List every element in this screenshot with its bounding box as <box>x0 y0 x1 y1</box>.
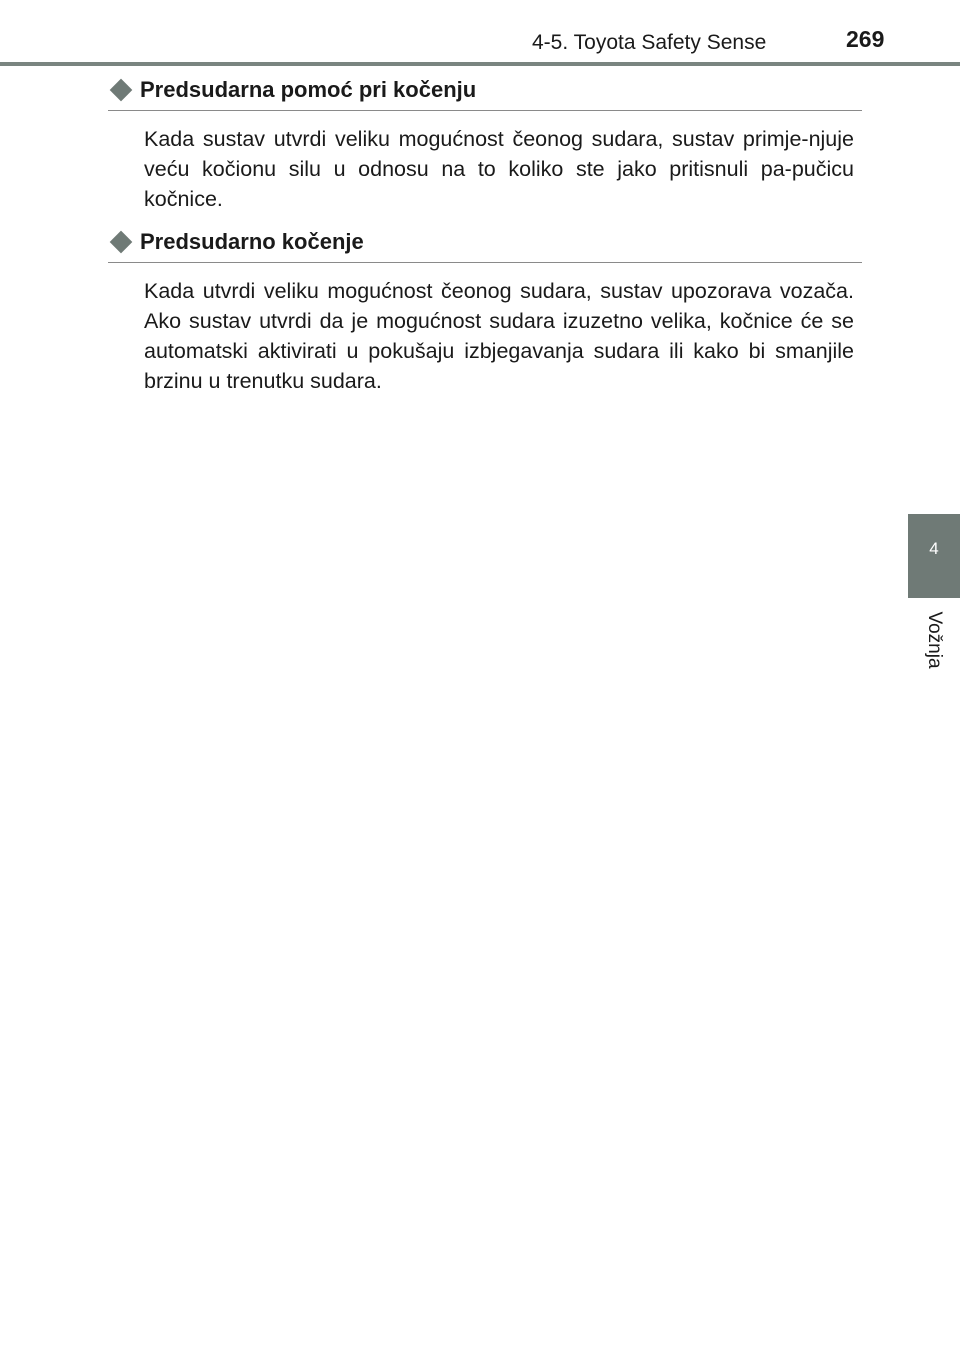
section-heading <box>108 72 862 108</box>
heading-divider <box>108 110 862 111</box>
chapter-tab <box>908 514 960 598</box>
chapter-number: 4 <box>929 539 939 558</box>
page-header <box>0 0 960 68</box>
header-divider <box>0 62 960 66</box>
section-body-text: Kada sustav utvrdi veliku mogućnost čeonog sudara, sustav primje-njuje veću kočionu silu u odnosu na to koliko ste jako pritisnuli pa-pučicu kočnice. <box>144 127 854 211</box>
section-heading <box>108 224 862 260</box>
page-number: 269 <box>846 26 885 52</box>
diamond-bullet-icon <box>110 79 133 102</box>
section-heading-text: Predsudarno kočenje <box>140 229 364 254</box>
section-body-text: Kada utvrdi veliku mogućnost čeonog sudara, sustav upozorava vozača. Ako sustav utvrdi da je mogućnost sudara izuzetno velika, kočnice će se automatski aktivirati u pokušaju izbjegavanja sudara ili kako bi smanjile brzinu u trenutku sudara. <box>144 279 854 393</box>
diamond-bullet-icon <box>110 231 133 254</box>
section-precollision-brake-assist <box>108 72 862 214</box>
header-section-title: 4-5. Toyota Safety Sense <box>532 31 767 54</box>
section-heading-text: Predsudarna pomoć pri kočenju <box>140 77 477 102</box>
chapter-name: Vožnja <box>924 611 945 669</box>
section-precollision-braking <box>108 224 862 396</box>
heading-divider <box>108 262 862 263</box>
